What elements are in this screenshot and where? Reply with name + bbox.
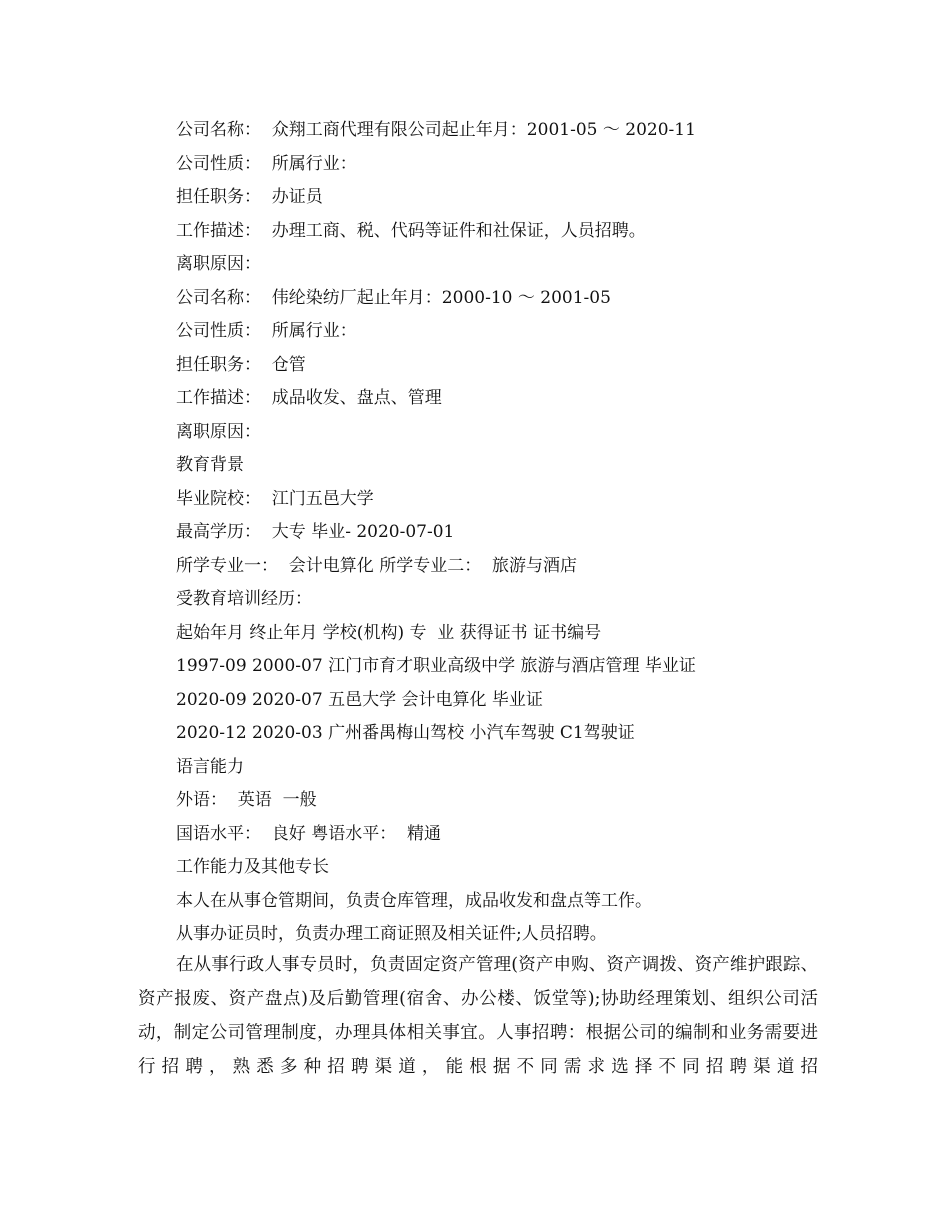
skills-line-2: 从事办证员时，负责办理工商证照及相关证件;人员招聘。 <box>176 924 607 944</box>
section-heading-education: 教育背景 <box>176 455 244 475</box>
foreign-language-line: 外语： 英语 一般 <box>176 790 317 810</box>
job-description-line-1: 工作描述： 办理工商、税、代码等证件和社保证，人员招聘。 <box>176 220 646 241</box>
company-nature-line-1: 公司性质： 所属行业： <box>176 153 357 174</box>
leave-reason-line-1: 离职原因： <box>176 254 261 274</box>
training-row-2: 2020-09 2020-07 五邑大学 会计电算化 毕业证 <box>176 689 543 710</box>
highest-degree-line: 最高学历： 大专 毕业- 2020-07-01 <box>176 522 455 542</box>
company-name-line-1: 公司名称： 众翔工商代理有限公司起止年月：2001-05 ～ 2020-11 <box>176 120 696 140</box>
position-line-1: 担任职务： 办证员 <box>176 187 323 207</box>
mandarin-cantonese-line: 国语水平： 良好 粤语水平： 精通 <box>176 823 442 844</box>
company-nature-line-2: 公司性质： 所属行业： <box>176 321 357 341</box>
skills-paragraph: 在从事行政人事专员时，负责固定资产管理(资产申购、资产调拨、资产维护跟踪、资产报废、资产盘点)及后勤管理(宿舍、办公楼、饭堂等);协助经理策划、组织公司活动，制定公司管理制度，办理具体相关事宜。人事招聘：根据公司的编制和业务需要进行招聘，熟悉多种招聘渠道，能根据不同需求选择不同招聘渠道招 <box>138 955 818 1077</box>
resume-lines <box>176 114 816 952</box>
leave-reason-line-2: 离职原因： <box>176 421 261 442</box>
graduate-school-line: 毕业院校： 江门五邑大学 <box>176 488 374 509</box>
majors-line: 所学专业一： 会计电算化 所学专业二： 旅游与酒店 <box>176 555 578 576</box>
skills-line-1: 本人在从事仓管期间，负责仓库管理，成品收发和盘点等工作。 <box>176 890 652 911</box>
position-line-2: 担任职务： 仓管 <box>176 354 306 375</box>
job-description-line-2: 工作描述： 成品收发、盘点、管理 <box>176 388 442 408</box>
section-heading-skills: 工作能力及其他专长 <box>176 857 329 877</box>
training-header-row: 起始年月 终止年月 学校(机构) 专 业 获得证书 证书编号 <box>176 622 602 643</box>
training-row-3: 2020-12 2020-03 广州番禺梅山驾校 小汽车驾驶 C1驾驶证 <box>176 723 635 743</box>
company-name-line-2: 公司名称： 伟纶染纺厂起止年月：2000-10 ～ 2001-05 <box>176 287 611 308</box>
training-heading-line: 受教育培训经历： <box>176 589 312 609</box>
training-row-1: 1997-09 2000-07 江门市育才职业高级中学 旅游与酒店管理 毕业证 <box>176 656 696 676</box>
section-heading-language: 语言能力 <box>176 756 244 777</box>
